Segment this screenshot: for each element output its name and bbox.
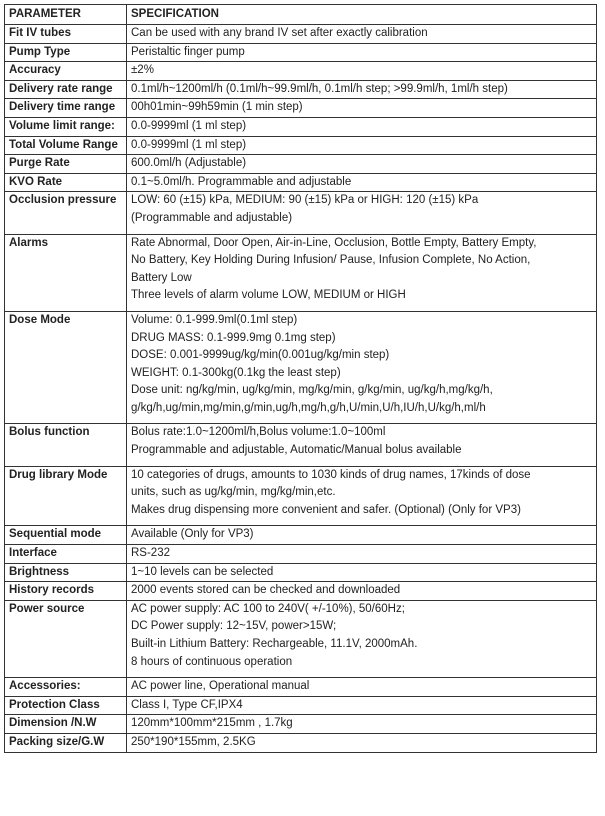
specification-cell: [127, 117, 597, 136]
specification-line: AC power line, Operational manual: [131, 680, 310, 693]
specification-line: Three levels of alarm volume LOW, MEDIUM or HIGH: [131, 289, 406, 302]
cell-spacer: [131, 305, 592, 311]
spec-sheet: [4, 4, 596, 753]
table-row: [5, 466, 597, 526]
parameter-cell: [5, 600, 127, 677]
specification-cell: [127, 545, 597, 564]
specification-cell: [127, 678, 597, 697]
table-row: [5, 80, 597, 99]
parameter-cell: [5, 311, 127, 424]
specification-line: DC Power supply: 12~15V, power>15W;: [131, 620, 337, 633]
specification-line: units, such as ug/kg/min, mg/kg/min,etc.: [131, 486, 336, 499]
table-row: [5, 192, 597, 234]
header-parameter: PARAMETER: [5, 5, 127, 25]
table-row: [5, 733, 597, 752]
table-row: [5, 424, 597, 466]
parameter-cell: [5, 563, 127, 582]
specification-line: 2000 events stored can be checked and downloaded: [131, 584, 401, 597]
table-row: [5, 234, 597, 311]
specification-cell: [127, 733, 597, 752]
parameter-label: Power source: [9, 602, 85, 615]
specification-line: 600.0ml/h (Adjustable): [131, 157, 247, 170]
specification-line: 0.1ml/h~1200ml/h (0.1ml/h~99.9ml/h, 0.1ml/h step; >99.9ml/h, 1ml/h step): [131, 82, 508, 95]
specification-line: DRUG MASS: 0.1-999.9mg 0.1mg step): [131, 331, 336, 344]
table-row: [5, 99, 597, 118]
specification-cell: [127, 424, 597, 466]
specification-line: Rate Abnormal, Door Open, Air-in-Line, Occlusion, Bottle Empty, Battery Empty,: [131, 236, 537, 249]
parameter-cell: [5, 715, 127, 734]
specification-line: LOW: 60 (±15) kPa, MEDIUM: 90 (±15) kPa or HIGH: 120 (±15) kPa: [131, 194, 479, 207]
specification-line: 0.0-9999ml (1 ml step): [131, 119, 247, 132]
specification-cell: [127, 192, 597, 234]
table-row: [5, 25, 597, 44]
parameter-label: Pump Type: [9, 45, 71, 58]
specification-line: Class I, Type CF,IPX4: [131, 698, 243, 711]
parameter-label: Fit IV tubes: [9, 27, 71, 39]
specification-line: 8 hours of continuous operation: [131, 655, 293, 668]
specification-cell: [127, 99, 597, 118]
specification-cell: [127, 600, 597, 677]
parameter-label: Packing size/G.W: [9, 735, 105, 748]
header-row: [5, 5, 597, 25]
specification-line: DOSE: 0.001-9999ug/kg/min(0.001ug/kg/min step): [131, 349, 390, 362]
parameter-label: Drug library Mode: [9, 468, 108, 481]
parameter-cell: [5, 424, 127, 466]
specification-cell: [127, 526, 597, 545]
parameter-label: Dimension /N.W: [9, 717, 97, 730]
table-row: [5, 563, 597, 582]
parameter-cell: [5, 678, 127, 697]
table-row: [5, 155, 597, 174]
parameter-label: Purge Rate: [9, 157, 70, 170]
parameter-cell: [5, 155, 127, 174]
parameter-cell: [5, 696, 127, 715]
specification-line: Programmable and adjustable, Automatic/Manual bolus available: [131, 444, 462, 457]
parameter-label: Delivery time range: [9, 101, 116, 114]
parameter-label: Accuracy: [9, 64, 61, 77]
cell-spacer: [131, 460, 592, 466]
specification-line: WEIGHT: 0.1-300kg(0.1kg the least step): [131, 366, 341, 379]
specification-cell: [127, 563, 597, 582]
parameter-label: KVO Rate: [9, 175, 63, 188]
parameter-cell: [5, 43, 127, 62]
specification-line: 0.1~5.0ml/h. Programmable and adjustable: [131, 175, 352, 188]
spec-body: [5, 25, 597, 753]
table-row: [5, 117, 597, 136]
table-row: [5, 678, 597, 697]
parameter-label: Delivery rate range: [9, 82, 113, 95]
specification-line: No Battery, Key Holding During Infusion/ Pause, Infusion Complete, No Action,: [131, 254, 531, 267]
specification-line: 250*190*155mm, 2.5KG: [131, 735, 256, 748]
cell-spacer: [131, 519, 592, 525]
parameter-cell: [5, 192, 127, 234]
parameter-cell: [5, 234, 127, 311]
parameter-cell: [5, 117, 127, 136]
parameter-cell: [5, 526, 127, 545]
specification-line: ±2%: [131, 64, 154, 77]
cell-spacer: [131, 228, 592, 234]
specification-line: Can be used with any brand IV set after exactly calibration: [131, 27, 428, 39]
specification-line: Peristaltic finger pump: [131, 45, 245, 58]
table-row: [5, 696, 597, 715]
specification-line: 00h01min~99h59min (1 min step): [131, 101, 303, 114]
specification-line: Dose unit: ng/kg/min, ug/kg/min, mg/kg/min, g/kg/min, ug/kg/h,mg/kg/h,: [131, 384, 493, 397]
parameter-cell: [5, 733, 127, 752]
table-row: [5, 136, 597, 155]
specification-line: (Programmable and adjustable): [131, 211, 293, 224]
specification-line: Available (Only for VP3): [131, 528, 254, 541]
specification-cell: [127, 25, 597, 44]
specification-line: 1~10 levels can be selected: [131, 565, 274, 578]
specification-cell: [127, 311, 597, 424]
table-row: [5, 526, 597, 545]
table-row: [5, 582, 597, 601]
parameter-cell: [5, 62, 127, 81]
specification-line: AC power supply: AC 100 to 240V( +/-10%), 50/60Hz;: [131, 602, 405, 615]
specification-cell: [127, 43, 597, 62]
table-row: [5, 545, 597, 564]
parameter-label: Volume limit range:: [9, 119, 115, 132]
specification-line: RS-232: [131, 547, 170, 560]
specification-line: Volume: 0.1-999.9ml(0.1ml step): [131, 313, 298, 326]
parameter-label: Dose Mode: [9, 313, 71, 326]
table-row: [5, 600, 597, 677]
parameter-cell: [5, 136, 127, 155]
spec-table: [4, 4, 597, 753]
specification-cell: [127, 80, 597, 99]
parameter-label: Accessories:: [9, 680, 81, 693]
parameter-label: Brightness: [9, 565, 70, 578]
cell-spacer: [131, 417, 592, 423]
parameter-label: History records: [9, 584, 95, 597]
table-row: [5, 62, 597, 81]
table-row: [5, 715, 597, 734]
parameter-cell: [5, 80, 127, 99]
parameter-cell: [5, 99, 127, 118]
specification-line: 0.0-9999ml (1 ml step): [131, 138, 247, 151]
specification-line: Built-in Lithium Battery: Rechargeable, 11.1V, 2000mAh.: [131, 638, 418, 650]
parameter-label: Sequential mode: [9, 528, 102, 541]
specification-cell: [127, 234, 597, 311]
parameter-cell: [5, 25, 127, 44]
parameter-label: Interface: [9, 547, 57, 560]
table-row: [5, 311, 597, 424]
cell-spacer: [131, 671, 592, 677]
parameter-label: Bolus function: [9, 426, 90, 439]
specification-line: 10 categories of drugs, amounts to 1030 kinds of drug names, 17kinds of dose: [131, 468, 531, 481]
specification-line: Bolus rate:1.0~1200ml/h,Bolus volume:1.0~100ml: [131, 426, 386, 439]
specification-cell: [127, 62, 597, 81]
specification-line: Battery Low: [131, 271, 192, 284]
parameter-cell: [5, 545, 127, 564]
parameter-label: Protection Class: [9, 698, 100, 711]
specification-cell: [127, 715, 597, 734]
specification-cell: [127, 696, 597, 715]
specification-cell: [127, 173, 597, 192]
specification-line: g/kg/h,ug/min,mg/min,g/min,ug/h,mg/h,g/h,U/min,U/h,IU/h,U/kg/h,ml/h: [131, 401, 486, 414]
specification-cell: [127, 155, 597, 174]
table-row: [5, 173, 597, 192]
specification-line: 120mm*100mm*215mm , 1.7kg: [131, 717, 293, 730]
parameter-cell: [5, 466, 127, 526]
specification-cell: [127, 136, 597, 155]
parameter-label: Total Volume Range: [9, 138, 118, 151]
specification-line: Makes drug dispensing more convenient and safer. (Optional) (Only for VP3): [131, 503, 521, 516]
parameter-label: Occlusion pressure: [9, 194, 117, 207]
specification-cell: [127, 582, 597, 601]
parameter-cell: [5, 582, 127, 601]
parameter-label: Alarms: [9, 236, 48, 249]
parameter-cell: [5, 173, 127, 192]
specification-cell: [127, 466, 597, 526]
table-row: [5, 43, 597, 62]
header-specification: SPECIFICATION: [127, 5, 597, 25]
